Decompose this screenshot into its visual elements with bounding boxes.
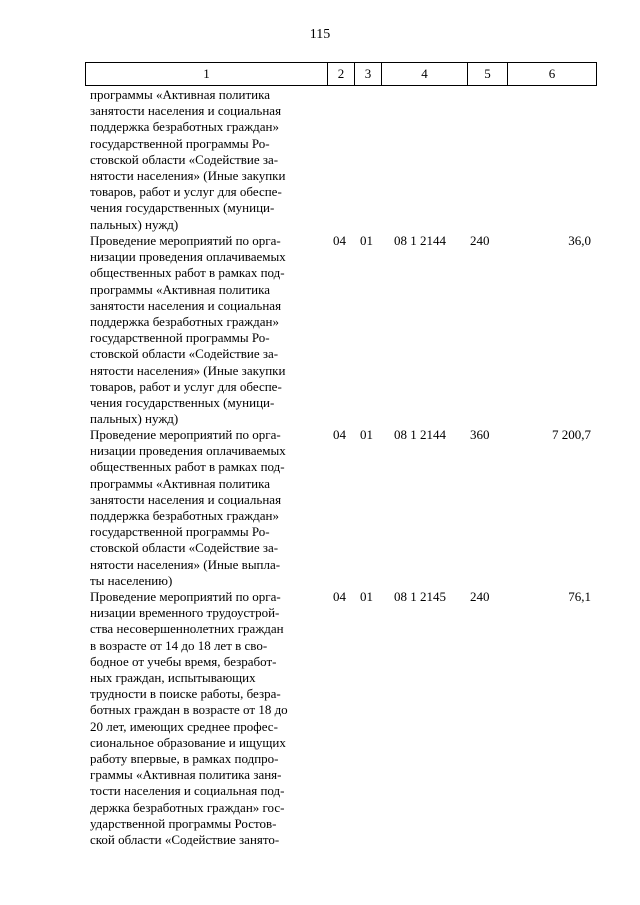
table-header <box>85 62 597 86</box>
row-name: Проведение мероприятий по орга- низации временного трудоустрой- ства несовершеннолетних граждан в возрасте от 14 до 18 лет в сво- бодное от учебы время, безработ- ных граждан, испытывающих трудности в поиске работы, безра- ботных граждан в возрасте от 18 до 20 лет, имеющих среднее профес- сиональное образование и ищущих работу впервые, в рамках подпро- граммы «Активная политика заня- тости населения и социальная под- держка безработных граждан» гос- ударственной программы Ростов- ской области «Содействие занято- <box>90 589 288 848</box>
row-name: Проведение мероприятий по орга- низации проведения оплачиваемых общественных работ в рамках под- программы «Активная политика занятости населения и социальная поддержка безработных граждан» государственной программы Ро- стовской области «Содействие за- нятости населения» (Иные выпла- ты населению) <box>90 427 286 588</box>
row-amount: 7 200,7 <box>552 427 591 442</box>
header-col-3: 3 <box>355 63 382 86</box>
header-col-5: 5 <box>468 63 508 86</box>
table-row <box>0 233 640 427</box>
table-body <box>0 87 640 859</box>
row-expense-type: 360 <box>470 427 490 442</box>
row-subsection: 01 <box>360 233 373 248</box>
row-expense-type: 240 <box>470 233 490 248</box>
row-target-article: 08 1 2144 <box>394 233 446 248</box>
row-section: 04 <box>333 427 346 442</box>
page-number: 115 <box>309 27 331 42</box>
row-amount: 76,1 <box>568 589 591 604</box>
table-row <box>0 589 640 859</box>
header-col-1: 1 <box>86 63 328 86</box>
row-expense-type: 240 <box>470 589 490 604</box>
row-subsection: 01 <box>360 427 373 442</box>
row-subsection: 01 <box>360 589 373 604</box>
header-col-2: 2 <box>328 63 355 86</box>
row-section: 04 <box>333 233 346 248</box>
row-amount: 36,0 <box>568 233 591 248</box>
row-target-article: 08 1 2144 <box>394 427 446 442</box>
header-col-6: 6 <box>508 63 597 86</box>
table-row <box>0 87 640 233</box>
row-name: Проведение мероприятий по орга- низации проведения оплачиваемых общественных работ в рамках под- программы «Активная политика занятости населения и социальная поддержка безработных граждан» государственной программы Ро- стовской области «Содействие за- нятости населения» (Иные закупки товаров, работ и услуг для обеспе- чения государственных (муници- пальных) нужд) <box>90 233 286 427</box>
table-row <box>0 427 640 589</box>
row-target-article: 08 1 2145 <box>394 589 446 604</box>
header-col-4: 4 <box>382 63 468 86</box>
row-section: 04 <box>333 589 346 604</box>
row-name: программы «Активная политика занятости населения и социальная поддержка безработных граждан» государственной программы Ро- стовской области «Содействие за- нятости населения» (Иные закупки товаров, работ и услуг для обеспе- чения государственных (муници- пальных) нужд) <box>90 87 286 232</box>
